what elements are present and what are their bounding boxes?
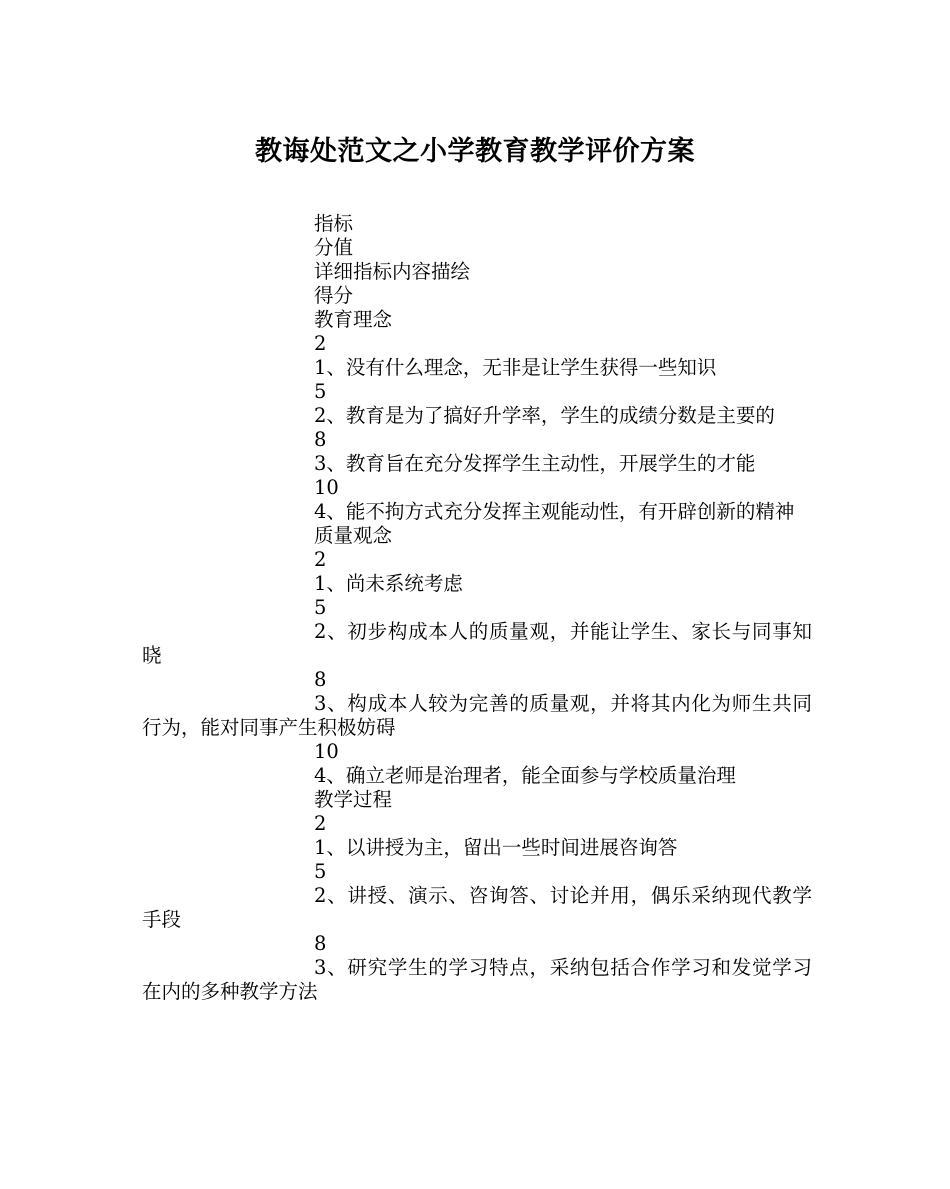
text-line: 质量观念	[314, 524, 393, 547]
text-line: 得分	[314, 284, 354, 307]
text-line: 教育理念	[314, 308, 393, 331]
text-line: 2	[314, 812, 327, 835]
text-line: 2、初步构成本人的质量观，并能让学生、家长与同事知晓	[142, 620, 812, 667]
text-line: 5	[314, 860, 327, 883]
text-line: 详细指标内容描绘	[314, 260, 471, 283]
text-line: 1、以讲授为主，留出一些时间进展咨询答	[314, 836, 678, 859]
text-line: 3、研究学生的学习特点，采纳包括合作学习和发觉学习在内的多种教学方法	[142, 956, 812, 1003]
text-line: 10	[314, 476, 339, 499]
text-line: 2	[314, 548, 327, 571]
text-line: 5	[314, 596, 327, 619]
text-line: 分值	[314, 236, 354, 259]
text-line: 2	[314, 332, 327, 355]
text-line: 教学过程	[314, 788, 393, 811]
text-line: 5	[314, 380, 327, 403]
page-title: 教诲处范文之小学教育教学评价方案	[255, 136, 695, 167]
text-line: 8	[314, 428, 327, 451]
text-line: 10	[314, 740, 339, 763]
document-body	[142, 212, 812, 1004]
text-line: 8	[314, 932, 327, 955]
text-line: 4、能不拘方式充分发挥主观能动性，有开辟创新的精神	[314, 500, 795, 523]
text-line: 1、没有什么理念，无非是让学生获得一些知识	[314, 356, 717, 379]
text-line: 2、讲授、演示、咨询答、讨论并用，偶乐采纳现代教学手段	[142, 884, 812, 931]
text-line: 2、教育是为了搞好升学率，学生的成绩分数是主要的	[314, 404, 775, 427]
text-line: 3、教育旨在充分发挥学生主动性，开展学生的才能	[314, 452, 756, 475]
text-line: 1、尚未系统考虑	[314, 572, 463, 595]
text-line: 8	[314, 668, 327, 691]
text-line: 指标	[314, 212, 354, 235]
text-line: 4、确立老师是治理者，能全面参与学校质量治理	[314, 764, 736, 787]
text-line: 3、构成本人较为完善的质量观，并将其内化为师生共同行为，能对同事产生积极妨碍	[142, 692, 812, 739]
